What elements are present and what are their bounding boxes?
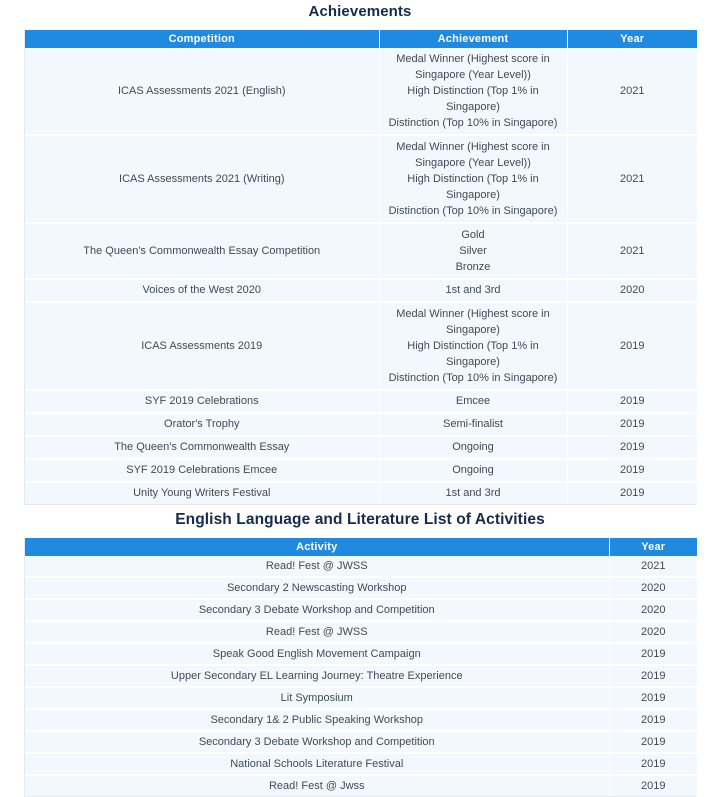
cell-year: 2019 — [567, 436, 697, 459]
cell-achievement: Emcee — [379, 390, 567, 413]
cell-competition: Voices of the West 2020 — [25, 279, 379, 302]
column-header-year: Year — [567, 30, 697, 48]
cell-achievement: Medal Winner (Highest score in Singapore) High Distinction (Top 1% in Singapore) Distinction (Top 10% in Singapore) — [379, 302, 567, 390]
cell-competition: Orator's Trophy — [25, 413, 379, 436]
cell-activity: Secondary 1& 2 Public Speaking Workshop — [25, 709, 609, 731]
cell-competition: ICAS Assessments 2021 (English) — [25, 48, 379, 135]
cell-activity: Read! Fest @ JWSS — [25, 556, 609, 577]
cell-achievement: Ongoing — [379, 436, 567, 459]
cell-activity: Secondary 3 Debate Workshop and Competition — [25, 731, 609, 753]
cell-year: 2019 — [567, 390, 697, 413]
table-row — [25, 459, 697, 482]
achievements-table-container — [24, 30, 696, 505]
table-row — [25, 279, 697, 302]
cell-year: 2019 — [609, 753, 697, 775]
cell-year: 2021 — [567, 48, 697, 135]
table-row — [25, 665, 697, 687]
cell-year: 2020 — [609, 621, 697, 643]
activities-table — [25, 538, 697, 796]
cell-achievement: Semi-finalist — [379, 413, 567, 436]
cell-year: 2021 — [567, 223, 697, 279]
table-row — [25, 556, 697, 577]
cell-year: 2019 — [609, 731, 697, 753]
cell-competition: ICAS Assessments 2021 (Writing) — [25, 135, 379, 223]
cell-year: 2019 — [567, 482, 697, 504]
table-header-row — [25, 30, 697, 48]
table-row — [25, 643, 697, 665]
column-header-competition: Competition — [25, 30, 379, 48]
table-row — [25, 731, 697, 753]
activities-table-container — [24, 538, 696, 797]
activities-table-header — [25, 538, 697, 556]
table-row — [25, 135, 697, 223]
table-row — [25, 753, 697, 775]
achievements-table — [25, 30, 697, 504]
cell-year: 2019 — [609, 665, 697, 687]
cell-year: 2019 — [609, 709, 697, 731]
cell-activity: National Schools Literature Festival — [25, 753, 609, 775]
column-header-year: Year — [609, 538, 697, 556]
cell-activity: Lit Symposium — [25, 687, 609, 709]
activities-table-body — [25, 556, 697, 796]
cell-achievement: Medal Winner (Highest score in Singapore (Year Level)) High Distinction (Top 1% in Singapore) Distinction (Top 10% in Singapore) — [379, 135, 567, 223]
cell-year: 2019 — [609, 643, 697, 665]
table-row — [25, 687, 697, 709]
cell-competition: SYF 2019 Celebrations — [25, 390, 379, 413]
table-row — [25, 621, 697, 643]
cell-achievement: Medal Winner (Highest score in Singapore (Year Level)) High Distinction (Top 1% in Singapore) Distinction (Top 10% in Singapore) — [379, 48, 567, 135]
table-row — [25, 436, 697, 459]
column-header-activity: Activity — [25, 538, 609, 556]
cell-year: 2019 — [567, 302, 697, 390]
cell-competition: SYF 2019 Celebrations Emcee — [25, 459, 379, 482]
cell-activity: Secondary 2 Newscasting Workshop — [25, 577, 609, 599]
table-header-row — [25, 538, 697, 556]
table-row — [25, 223, 697, 279]
table-row — [25, 577, 697, 599]
cell-competition: Unity Young Writers Festival — [25, 482, 379, 504]
achievements-table-body — [25, 48, 697, 504]
cell-year: 2019 — [567, 413, 697, 436]
cell-year: 2020 — [609, 599, 697, 621]
cell-year: 2019 — [609, 687, 697, 709]
cell-year: 2020 — [609, 577, 697, 599]
achievements-table-header — [25, 30, 697, 48]
table-row — [25, 48, 697, 135]
cell-year: 2020 — [567, 279, 697, 302]
table-row — [25, 709, 697, 731]
cell-activity: Upper Secondary EL Learning Journey: Theatre Experience — [25, 665, 609, 687]
cell-activity: Speak Good English Movement Campaign — [25, 643, 609, 665]
table-row — [25, 390, 697, 413]
page-title-achievements: Achievements — [308, 3, 412, 20]
cell-competition: The Queen's Commonwealth Essay Competition — [25, 223, 379, 279]
table-row — [25, 482, 697, 504]
table-row — [25, 302, 697, 390]
cell-achievement: 1st and 3rd — [379, 482, 567, 504]
table-row — [25, 775, 697, 796]
cell-year: 2021 — [567, 135, 697, 223]
cell-achievement: Gold Silver Bronze — [379, 223, 567, 279]
cell-achievement: Ongoing — [379, 459, 567, 482]
cell-year: 2019 — [609, 775, 697, 796]
cell-activity: Read! Fest @ Jwss — [25, 775, 609, 796]
column-header-achievement: Achievement — [379, 30, 567, 48]
cell-activity: Read! Fest @ JWSS — [25, 621, 609, 643]
table-row — [25, 413, 697, 436]
cell-competition: The Queen's Commonwealth Essay — [25, 436, 379, 459]
cell-competition: ICAS Assessments 2019 — [25, 302, 379, 390]
cell-year: 2021 — [609, 556, 697, 577]
table-row — [25, 599, 697, 621]
cell-achievement: 1st and 3rd — [379, 279, 567, 302]
cell-year: 2019 — [567, 459, 697, 482]
page-title-activities: English Language and Literature List of Activities — [175, 511, 545, 528]
cell-activity: Secondary 3 Debate Workshop and Competition — [25, 599, 609, 621]
